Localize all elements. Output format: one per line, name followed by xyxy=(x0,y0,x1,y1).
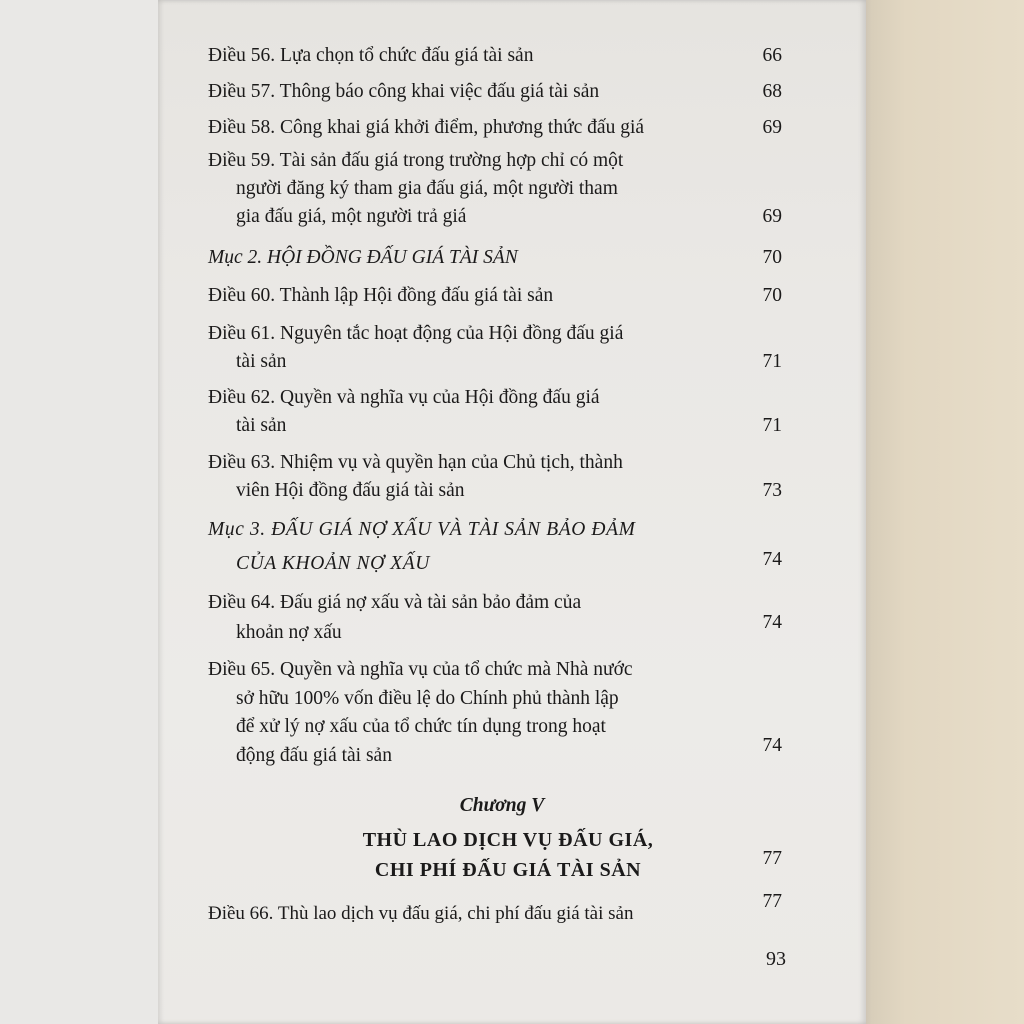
toc-page-section-3: 74 xyxy=(762,549,782,570)
toc-page-62: 71 xyxy=(762,415,782,436)
toc-entry-65-line-4: động đấu giá tài sản xyxy=(236,745,392,766)
chapter-title-line-2: CHI PHÍ ĐẤU GIÁ TÀI SẢN xyxy=(374,859,642,881)
toc-page-57: 68 xyxy=(762,81,782,102)
toc-section-2: Mục 2. HỘI ĐỒNG ĐẤU GIÁ TÀI SẢN xyxy=(208,247,518,268)
toc-page-56: 66 xyxy=(762,45,782,66)
chapter-label: Chương V xyxy=(459,795,545,816)
toc-entry-58: Điều 58. Công khai giá khởi điểm, phương thức đấu giá xyxy=(208,117,645,138)
toc-page-61: 71 xyxy=(762,351,782,372)
background-right xyxy=(866,0,1024,1024)
toc-entry-63-line-2: viên Hội đồng đấu giá tài sản xyxy=(236,480,465,501)
toc-entry-65-line-1: Điều 65. Quyền và nghĩa vụ của tổ chức mà Nhà nước xyxy=(208,659,633,680)
toc-entry-65-line-3: để xử lý nợ xấu của tổ chức tín dụng trong hoạt xyxy=(236,716,606,737)
background-left xyxy=(0,0,158,1024)
toc-entry-63-line-1: Điều 63. Nhiệm vụ và quyền hạn của Chủ tịch, thành xyxy=(208,452,623,473)
toc-section-3-line-1: Mục 3. ĐẤU GIÁ NỢ XẤU VÀ TÀI SẢN BẢO ĐẢM xyxy=(208,519,636,540)
toc-page-63: 73 xyxy=(762,480,782,501)
toc-page-60: 70 xyxy=(762,285,782,306)
book-page xyxy=(158,0,866,1024)
toc-entry-59-line-3: gia đấu giá, một người trả giá xyxy=(236,206,467,227)
toc-entry-62-line-1: Điều 62. Quyền và nghĩa vụ của Hội đồng đấu giá xyxy=(208,387,600,408)
toc-entry-64-line-1: Điều 64. Đấu giá nợ xấu và tài sản bảo đảm của xyxy=(208,592,582,613)
toc-entry-61-line-2: tài sản xyxy=(236,351,287,372)
toc-entry-57: Điều 57. Thông báo công khai việc đấu giá tài sản xyxy=(208,81,600,102)
toc-entry-61-line-1: Điều 61. Nguyên tắc hoạt động của Hội đồng đấu giá xyxy=(208,323,624,344)
toc-entry-66: Điều 66. Thù lao dịch vụ đấu giá, chi phí đấu giá tài sản xyxy=(208,903,634,924)
page-number: 93 xyxy=(766,948,786,970)
chapter-title-line-1: THÙ LAO DỊCH VỤ ĐẤU GIÁ, xyxy=(362,829,654,851)
toc-page-59: 69 xyxy=(762,206,782,227)
toc-page-66: 77 xyxy=(762,891,782,912)
toc-page-section-2: 70 xyxy=(762,247,782,268)
toc-page-58: 69 xyxy=(762,117,782,138)
toc-entry-65-line-2: sở hữu 100% vốn điều lệ do Chính phủ thành lập xyxy=(236,688,619,709)
toc-entry-56: Điều 56. Lựa chọn tổ chức đấu giá tài sản xyxy=(208,45,534,66)
toc-entry-60: Điều 60. Thành lập Hội đồng đấu giá tài sản xyxy=(208,285,554,306)
chapter-page: 77 xyxy=(762,848,782,869)
toc-page-65: 74 xyxy=(762,735,782,756)
toc-entry-64-line-2: khoản nợ xấu xyxy=(236,622,342,643)
toc-page-64: 74 xyxy=(762,612,782,633)
toc-entry-59-line-1: Điều 59. Tài sản đấu giá trong trường hợp chỉ có một xyxy=(208,150,624,171)
toc-section-3-line-2: CỦA KHOẢN NỢ XẤU xyxy=(236,553,430,574)
toc-entry-59-line-2: người đăng ký tham gia đấu giá, một người tham xyxy=(236,178,618,199)
toc-entry-62-line-2: tài sản xyxy=(236,415,287,436)
